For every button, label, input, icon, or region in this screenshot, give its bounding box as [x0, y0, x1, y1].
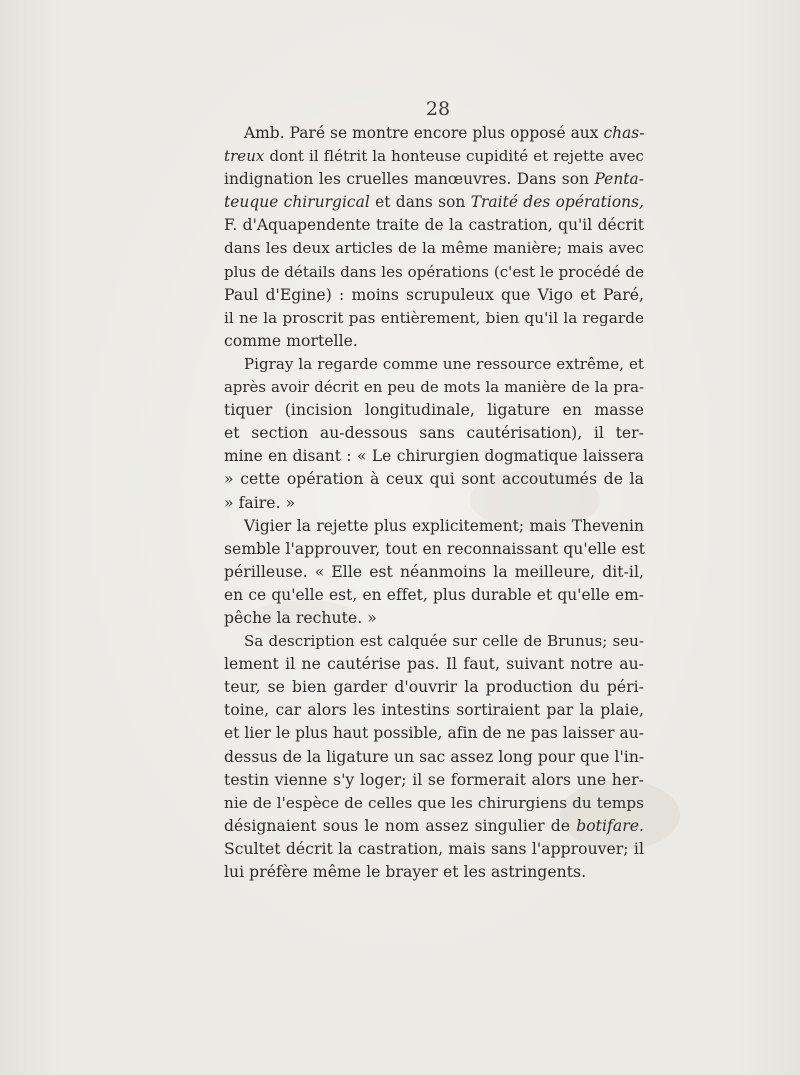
text-line: dans les deux articles de la même manière; mais avec [224, 239, 644, 258]
text-line: lui préfère même le brayer et les astringents. [224, 863, 587, 881]
text-line: testin vienne s'y loger; il se formerait alors une her- [224, 770, 644, 789]
text-line: teur, se bien garder d'ouvrir la production du péri- [224, 678, 644, 697]
text-line: Scultet décrit la castration, mais sans l'approuver; il [224, 839, 644, 858]
text-line: après avoir décrit en peu de mots la manière de la pra- [224, 379, 644, 397]
text-line: nie de l'espèce de celles que les chirurgiens du temps [224, 793, 644, 812]
text-line: et lier le plus haut possible, afin de ne pas laisser au- [224, 724, 644, 743]
text-line: plus de détails dans les opérations (c'est le procédé de [224, 262, 644, 281]
text-line: Pigray la regarde comme une ressource extrême, et [244, 354, 644, 373]
text-line: Amb. Paré se montre encore plus opposé aux chas- [244, 124, 645, 142]
text-line: » cette opération à ceux qui sont accoutumés de la [224, 470, 644, 489]
text-line: désignaient sous le nom assez singulier de botifare. [224, 816, 644, 835]
text-line: toine, car alors les intestins sortiraient par la plaie, [224, 701, 644, 720]
text-line: en ce qu'elle est, en effet, plus durable et qu'elle em- [224, 585, 644, 604]
text-line: » faire. » [224, 493, 296, 512]
text-line: F. d'Aquapendente traite de la castration, qu'il décrit [224, 216, 644, 235]
text-line: indignation les cruelles manœuvres. Dans son Penta- [224, 170, 644, 189]
page-number: 28 [425, 98, 451, 120]
text-line: tiquer (incision longitudinale, ligature en masse [224, 401, 644, 420]
text-line: teuque chirurgical et dans son Traité des opérations, [224, 193, 644, 212]
text-line: et section au-dessous sans cautérisation), il ter- [224, 424, 644, 443]
text-line: périlleuse. « Elle est néanmoins la meilleure, dit-il, [224, 562, 644, 581]
text-line: treux dont il flétrit la honteuse cupidité et rejette avec [224, 147, 644, 166]
text-line: mine en disant : « Le chirurgien dogmatique laissera [224, 447, 644, 466]
text-line: comme mortelle. [224, 331, 358, 350]
body-text [224, 122, 644, 884]
text-line: semble l'approuver, tout en reconnaissant qu'elle est [224, 539, 646, 558]
text-line: dessus de la ligature un sac assez long pour que l'in- [224, 747, 645, 766]
text-line: Vigier la rejette plus explicitement; mais Thevenin [244, 516, 644, 535]
text-line: Sa description est calquée sur celle de Brunus; seu- [244, 632, 644, 651]
text-line: Paul d'Egine) : moins scrupuleux que Vigo et Paré, [224, 285, 644, 304]
text-line: pêche la rechute. » [224, 608, 377, 627]
text-line: lement il ne cautérise pas. Il faut, suivant notre au- [224, 655, 644, 674]
text-line: il ne la proscrit pas entièrement, bien qu'il la regarde [224, 308, 644, 327]
